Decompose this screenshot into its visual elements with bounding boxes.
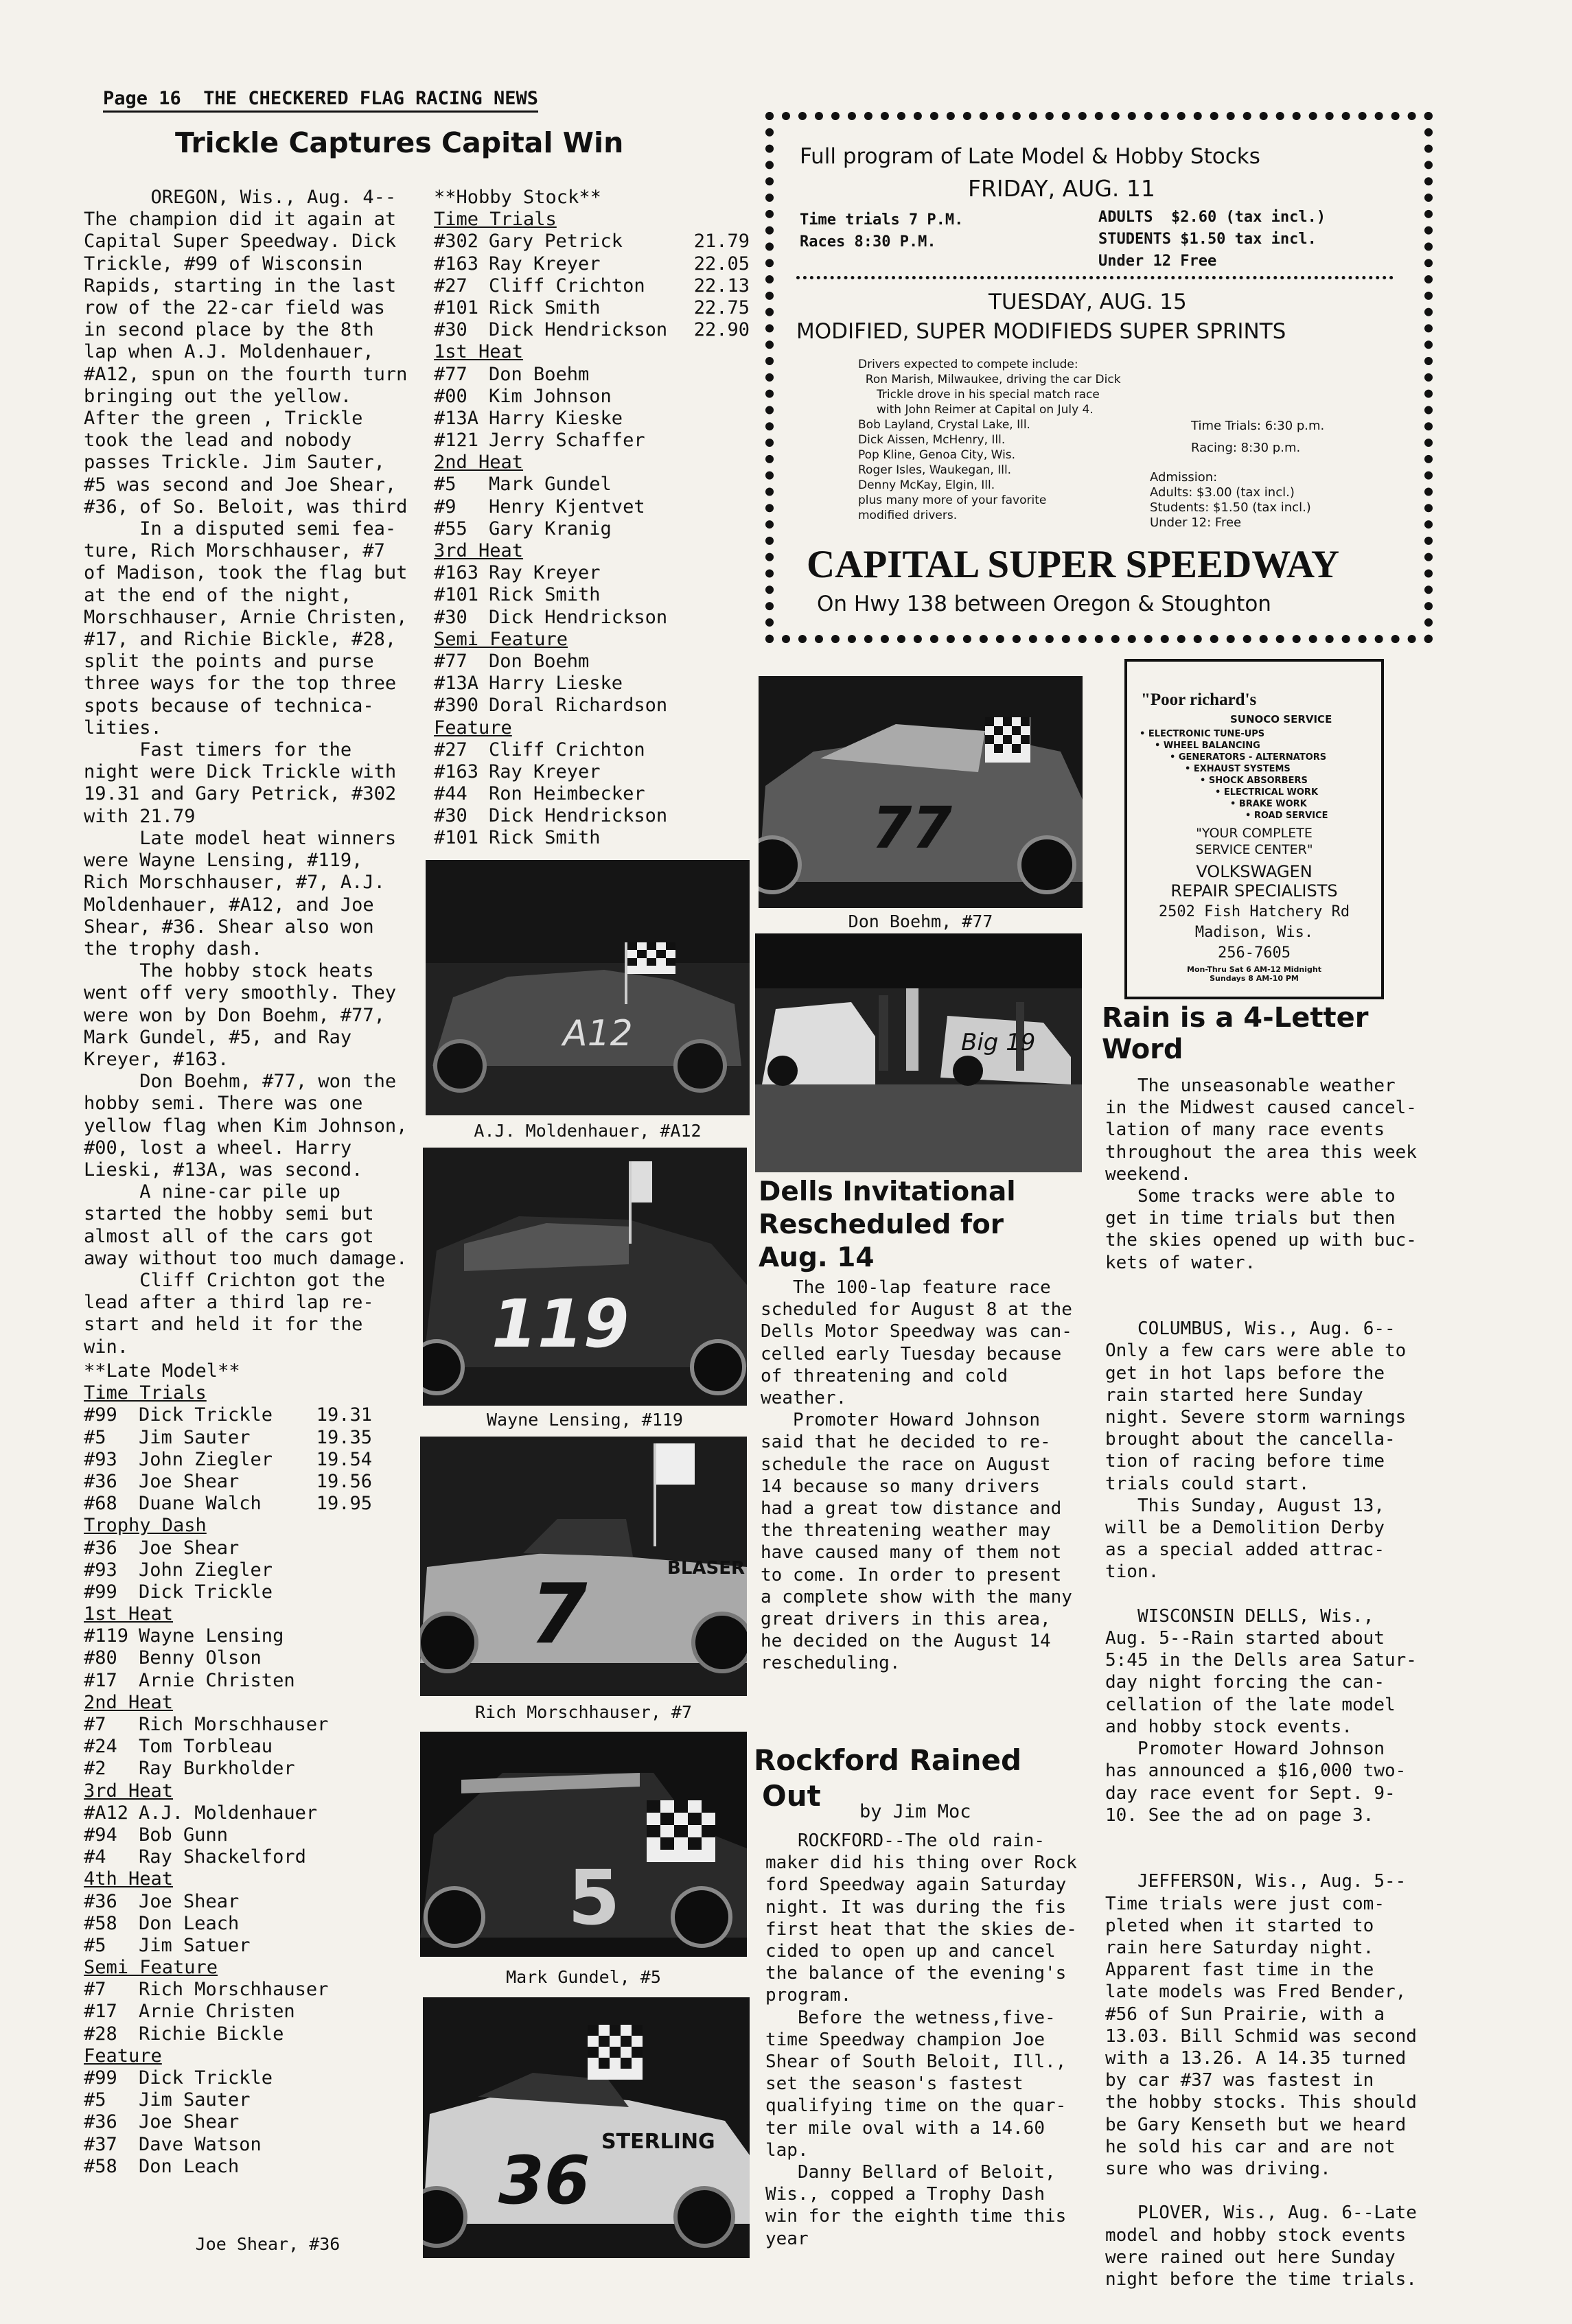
car-number: #121	[434, 430, 479, 452]
pr-sub: SUNOCO SERVICE	[1230, 713, 1332, 725]
hobby-stock-result-row	[434, 695, 750, 717]
hobby-stock-result-row	[434, 518, 750, 540]
late-model-result-row	[84, 1736, 372, 1758]
driver-name: Rich Morschhauser	[139, 1979, 329, 2001]
driver-name: Bob Gunn	[139, 1824, 229, 1846]
car-number: #94	[84, 1824, 117, 1846]
caption-shear: Joe Shear, #36	[195, 2234, 340, 2254]
hobby-stock-section-header: 3rd Heat	[434, 540, 524, 562]
late-model-result-row	[84, 2156, 372, 2178]
car-number: #36	[84, 2111, 117, 2133]
driver-name: Gary Petrick	[489, 231, 623, 253]
driver-name: Joe Shear	[139, 1537, 240, 1559]
photo-moldenhauer	[426, 860, 750, 1115]
photo-lensing	[423, 1148, 747, 1406]
driver-name: Don Boehm	[489, 650, 590, 672]
lap-time: 22.90	[693, 319, 750, 341]
car-number: #58	[84, 2155, 117, 2177]
ad-tuesday: TUESDAY, AUG. 15	[989, 290, 1187, 314]
hobby-stock-result-row	[434, 364, 750, 386]
photo-morschhauser	[420, 1437, 747, 1696]
driver-name: John Ziegler	[139, 1559, 273, 1581]
late-model-section-header: 1st Heat	[84, 1603, 174, 1625]
lap-time: 22.75	[693, 297, 750, 318]
driver-name: Ray Shackelford	[139, 1846, 306, 1868]
ad-modified: MODIFIED, SUPER MODIFIEDS SUPER SPRINTS	[796, 319, 1286, 344]
ad-line1: Full program of Late Model & Hobby Stocks	[800, 144, 1260, 169]
car-number: #163	[434, 562, 479, 584]
late-model-results	[84, 1360, 372, 2178]
driver-name: Ray Kreyer	[489, 253, 601, 275]
driver-name: Tom Torbleau	[139, 1736, 273, 1758]
driver-name: Cliff Crichton	[489, 275, 645, 297]
lap-time: 19.54	[316, 1448, 372, 1470]
late-model-result-row	[84, 2067, 372, 2089]
car-lettering: 77	[872, 794, 952, 861]
car-number: #101	[434, 584, 479, 606]
late-model-result-row	[84, 1913, 372, 1935]
caption-morschhauser: Rich Morschhauser, #7	[474, 1702, 693, 1722]
driver-name: Jerry Schaffer	[489, 430, 645, 452]
rockford-byline: by Jim Moc	[859, 1801, 971, 1822]
lap-time: 21.79	[693, 231, 750, 253]
hobby-stock-section-header: 1st Heat	[434, 341, 524, 363]
late-model-result-row	[84, 2134, 372, 2156]
driver-name: Doral Richardson	[489, 695, 668, 717]
hobby-stock-section-header: 2nd Heat	[434, 452, 524, 474]
late-model-section-header: Time Trials	[84, 1382, 207, 1404]
hobby-stock-section-header: Time Trials	[434, 209, 557, 231]
car-lettering: 7	[530, 1567, 588, 1662]
pr-service-item: • ELECTRONIC TUNE-UPS	[1140, 729, 1265, 739]
hobby-stock-result-row	[434, 430, 750, 452]
photo-shear	[423, 1997, 750, 2258]
late-model-result-row	[84, 1625, 372, 1647]
car-number: #36	[84, 1470, 117, 1492]
car-number: #7	[84, 1714, 106, 1736]
rockford-body: ROCKFORD--The old rain- maker did his thing over Rock ford Speedway again Saturday night. It was during the fis first heat that the skies de- cided to open up and cancel the balance of the evening's program. Before the wetness,five- time Speedway champion Joe Shear of South Beloit, Ill., set the season's fastest qualifying time on the quar- ter mile oval with a 14.60 lap. Danny Bellard of Beloit, Wis., copped a Trophy Dash win for the eighth time this year	[765, 1831, 1077, 2249]
pr-service-item: • BRAKE WORK	[1230, 799, 1307, 809]
late-model-result-row	[84, 1802, 372, 1824]
late-model-result-row	[84, 1537, 372, 1559]
lap-time: 19.35	[316, 1426, 372, 1448]
driver-name: Joe Shear	[139, 1890, 240, 1912]
late-model-result-row	[84, 2001, 372, 2023]
driver-name: Kim Johnson	[489, 385, 612, 407]
car-number: #4	[84, 1846, 106, 1868]
driver-name: John Ziegler	[139, 1448, 273, 1470]
car-number: #99	[84, 2067, 117, 2089]
ad-racing2: Racing: 8:30 p.m.	[1191, 441, 1301, 455]
capital-ad	[783, 130, 1407, 625]
driver-name: Ron Heimbecker	[489, 783, 645, 805]
late-model-result-row	[84, 2089, 372, 2111]
pr-service-item: • WHEEL BALANCING	[1155, 741, 1260, 751]
hobby-stock-result-row	[434, 562, 750, 584]
late-model-result-row	[84, 1471, 372, 1493]
hobby-stock-result-row	[434, 386, 750, 408]
hobby-stock-result-row	[434, 805, 750, 827]
driver-name: Dick Trickle	[139, 1404, 273, 1426]
car-number: #44	[434, 783, 467, 805]
driver-name: Dave Watson	[139, 2133, 262, 2155]
car-number: #17	[84, 2001, 117, 2023]
car-number: #2	[84, 1758, 106, 1780]
car-number: #A12	[84, 1802, 129, 1824]
driver-name: Dick Hendrickson	[489, 805, 668, 827]
car-number: #390	[434, 695, 479, 717]
driver-name: Don Boehm	[489, 363, 590, 385]
masthead: Page 16 THE CHECKERED FLAG RACING NEWS	[103, 88, 538, 113]
late-model-result-row	[84, 1449, 372, 1471]
late-model-result-row	[84, 1581, 372, 1603]
caption-boehm: Don Boehm, #77	[848, 911, 993, 931]
pr-tag: "YOUR COMPLETE SERVICE CENTER"	[1195, 826, 1313, 857]
poor-richards-ad	[1124, 659, 1384, 999]
hobby-stock-title: **Hobby Stock**	[434, 187, 601, 208]
driver-name: Harry Lieske	[489, 673, 623, 695]
car-number: #28	[84, 2023, 117, 2045]
driver-name: Don Leach	[139, 1912, 240, 1934]
driver-name: Harry Kieske	[489, 407, 623, 429]
lap-time: 19.31	[316, 1404, 372, 1426]
car-number: #5	[84, 1934, 106, 1956]
caption-gundel: Mark Gundel, #5	[506, 1967, 661, 1987]
late-model-result-row	[84, 2111, 372, 2133]
car-number: #68	[84, 1493, 117, 1515]
ad-under12: Under 12 Free	[1098, 253, 1217, 270]
ad-drivers: Drivers expected to compete include: Ron Marish, Milwaukee, driving the car Dick Trickle drove in his special match race with John Reimer at Capital on July 4. Bob Layland, Crystal Lake, Ill. Dick Aissen, McHenry, Ill. Pop Kline, Genoa City, Wis. Roger Isles, Waukegan, Ill. Denny McKay, Elgin, Ill. plus many more of your favorite modified drivers.	[858, 358, 1121, 522]
lap-time: 22.05	[693, 253, 750, 275]
pr-service-item: • EXHAUST SYSTEMS	[1185, 764, 1291, 774]
late-model-section-header: Trophy Dash	[84, 1515, 207, 1537]
car-number: #27	[434, 739, 467, 760]
late-model-result-row	[84, 1559, 372, 1581]
car-number: #30	[434, 805, 467, 827]
car-number: #7	[84, 1979, 106, 2001]
pr-address: 2502 Fish Hatchery Rd Madison, Wis. 256-7605	[1158, 903, 1350, 962]
driver-name: Don Leach	[139, 2155, 240, 2177]
hobby-stock-result-row	[434, 319, 750, 341]
car-number: #101	[434, 297, 479, 318]
ad-time-trials: Time trials 7 P.M.	[800, 211, 964, 229]
lap-time: 19.95	[316, 1493, 372, 1515]
late-model-section-header: 4th Heat	[84, 1868, 174, 1890]
late-model-result-row	[84, 1427, 372, 1449]
late-model-result-row	[84, 1714, 372, 1736]
driver-name: Rich Morschhauser	[139, 1714, 329, 1736]
driver-name: Gary Kranig	[489, 518, 612, 539]
ad-adults: ADULTS $2.60 (tax incl.)	[1098, 209, 1326, 226]
car-number: #99	[84, 1404, 117, 1426]
car-number: #24	[84, 1736, 117, 1758]
hobby-stock-result-row	[434, 673, 750, 695]
driver-name: Dick Hendrickson	[489, 606, 668, 628]
hobby-stock-result-row	[434, 584, 750, 606]
late-model-title: **Late Model**	[84, 1360, 240, 1382]
car-number: #30	[434, 606, 467, 628]
rain-body: The unseasonable weather in the Midwest caused cancel- lation of many race events throughout the area this week weekend. Some tracks were able to get in time trials but then the skies opened up with buc- kets of water. COLUMBUS, Wis., Aug. 6-- Only a few cars were able to get in hot laps before the rain started here Sunday night. Severe storm warnings brought about the cancella- tion of racing before time trials could start. This Sunday, August 13, will be a Demolition Derby as a special added attrac- tion. WISCONSIN DELLS, Wis., Aug. 5--Rain started about 5:45 in the Dells area Satur- day night forcing the can- cellation of the late model and hobby stock events. Promoter Howard Johnson has announced a $16,000 two- day race event for Sept. 9- 10. See the ad on page 3. JEFFERSON, Wis., Aug. 5-- Time trials were just com- pleted when it started to rain here Saturday night. Apparent fast time in the late models was Fred Bender, #56 of Sun Prairie, with a 13.03. Bill Schmid was second with a 13.26. A 14.35 turned by car #37 was fastest in the hobby stocks. This should be Gary Kenseth but we heard he sold his car and are not sure who was driving. PLOVER, Wis., Aug. 6--Late model and hobby stock events were rained out here Sunday night before the time trials.	[1105, 1076, 1417, 2290]
ad-speedway-name: CAPITAL SUPER SPEEDWAY	[807, 543, 1340, 586]
car-number: #163	[434, 253, 479, 275]
late-model-section-header: Semi Feature	[84, 1957, 218, 1979]
car-number: #77	[434, 650, 467, 672]
driver-name: Jim Satuer	[139, 1934, 251, 1956]
driver-name: Mark Gundel	[489, 474, 612, 496]
late-model-result-row	[84, 2023, 372, 2045]
lap-time: 22.13	[693, 275, 750, 297]
hobby-stock-result-row	[434, 231, 750, 253]
late-model-result-row	[84, 1758, 372, 1780]
car-number: #13A	[434, 673, 479, 695]
car-lettering: STERLING	[601, 2130, 715, 2154]
rockford-headline: Rockford Rained	[754, 1743, 1022, 1777]
late-model-result-row	[84, 1979, 372, 2001]
car-number: #36	[84, 1890, 117, 1912]
car-lettering: BLASER	[667, 1558, 745, 1579]
hobby-stock-section-header: Feature	[434, 717, 512, 739]
pr-hours: Mon-Thru Sat 6 AM-12 Midnight Sundays 8 AM-10 PM	[1187, 965, 1321, 983]
driver-name: Henry Kjentvet	[489, 496, 645, 518]
driver-name: A.J. Moldenhauer	[139, 1802, 318, 1824]
driver-name: Jim Sauter	[139, 1426, 251, 1448]
driver-name: Dick Trickle	[139, 1581, 273, 1603]
photo-gundel	[420, 1732, 747, 1957]
car-number: #27	[434, 275, 467, 297]
car-lettering: A12	[563, 1013, 633, 1054]
ad-students: STUDENTS $1.50 tax incl.	[1098, 231, 1317, 248]
car-number: #93	[84, 1448, 117, 1470]
ad-friday: FRIDAY, AUG. 11	[968, 175, 1155, 202]
late-model-result-row	[84, 1846, 372, 1868]
rockford-headline-2: Out	[762, 1779, 821, 1813]
car-number: #163	[434, 760, 479, 782]
car-number: #93	[84, 1559, 117, 1581]
ad-divider	[796, 276, 1394, 279]
late-model-result-row	[84, 1935, 372, 1957]
ad-time-trials2: Time Trials: 6:30 p.m.	[1191, 419, 1325, 433]
car-number: #5	[84, 1426, 106, 1448]
driver-name: Ray Kreyer	[489, 562, 601, 584]
car-number: #77	[434, 363, 467, 385]
driver-name: Ray Kreyer	[489, 760, 601, 782]
driver-name: Dick Hendrickson	[489, 319, 668, 341]
driver-name: Joe Shear	[139, 1470, 240, 1492]
hobby-stock-result-row	[434, 297, 750, 319]
driver-name: Dick Trickle	[139, 2067, 273, 2089]
dells-headline: Dells Invitational Rescheduled for Aug. 14	[759, 1176, 1016, 1273]
ad-races: Races 8:30 P.M.	[800, 233, 936, 251]
photo-boehm	[759, 676, 1083, 908]
hobby-stock-result-row	[434, 253, 750, 275]
caption-moldenhauer: A.J. Moldenhauer, #A12	[474, 1121, 702, 1141]
late-model-result-row	[84, 1493, 372, 1515]
car-number: #5	[84, 2089, 106, 2111]
photo-crash-crowd	[755, 933, 1082, 1172]
driver-name: Wayne Lensing	[139, 1625, 284, 1647]
car-number: #36	[84, 1537, 117, 1559]
ad-location: On Hwy 138 between Oregon & Stoughton	[817, 592, 1271, 616]
dells-body: The 100-lap feature race scheduled for August 8 at the Dells Motor Speedway was can- celled early Tuesday because of threatening and cold weather. Promoter Howard Johnson said that he decided to re- schedule the race on August 14 because so many drivers had a great tow distance and the threatening weather may have caused many of them not to come. In order to present a complete show with the many great drivers in this area, he decided on the August 14 rescheduling.	[761, 1277, 1072, 1674]
driver-name: Richie Bickle	[139, 2023, 284, 2045]
hobby-stock-result-row	[434, 761, 750, 783]
ad-admission: Admission: Adults: $3.00 (tax incl.) Students: $1.50 (tax incl.) Under 12: Free	[1150, 470, 1311, 530]
car-number: #17	[84, 1669, 117, 1691]
late-model-section-header: 2nd Heat	[84, 1691, 174, 1713]
car-number: #37	[84, 2133, 117, 2155]
main-article-body: OREGON, Wis., Aug. 4-- The champion did it again at Capital Super Speedway. Dick Trickle, #99 of Wisconsin Rapids, starting in the last row of the 22-car field was in second place by the 8th lap when A.J. Moldenhauer, #A12, spun on the fourth turn bringing out the yellow. After the green , Trickle took the lead and nobody passes Trickle. Jim Sauter, #5 was second and Joe Shear, #36, of So. Beloit, was third In a disputed semi fea- ture, Rich Morschhauser, #7 of Madison, took the flag but at the end of the night, Morschhauser, Arnie Christen, #17, and Richie Bickle, #28, split the points and purse three ways for the top three spots because of technica- lities. Fast timers for the night were Dick Trickle with 19.31 and Gary Petrick, #302 with 21.79 Late model heat winners were Wayne Lensing, #119, Rich Morschhauser, #7, A.J. Moldenhauer, #A12, and Joe Shear, #36. Shear also won the trophy dash. The hobby stock heats went off very smoothly. They were won by Don Boehm, #77, Mark Gundel, #5, and Ray Kreyer, #163. Don Boehm, #77, won the hobby semi. There was one yellow flag when Kim Johnson, #00, lost a wheel. Harry Lieski, #13A, was second. A nine-car pile up started the hobby semi but almost all of the cars got away without too much damage. Cliff Crichton got the lead after a third lap re- start and held it for the win.	[84, 187, 408, 1358]
car-lettering: Big 19	[961, 1029, 1036, 1056]
car-number: #302	[434, 231, 479, 253]
hobby-stock-result-row	[434, 496, 750, 518]
car-number: #99	[84, 1581, 117, 1603]
hobby-stock-result-row	[434, 408, 750, 430]
driver-name: Rick Smith	[489, 297, 601, 318]
car-number: #101	[434, 827, 479, 849]
car-lettering: 119	[492, 1286, 629, 1362]
car-lettering: 36	[498, 2142, 590, 2219]
hobby-stock-result-row	[434, 783, 750, 805]
hobby-stock-result-row	[434, 827, 750, 849]
pr-name: "Poor richard's	[1141, 690, 1257, 709]
late-model-result-row	[84, 1891, 372, 1913]
car-number: #00	[434, 385, 467, 407]
hobby-stock-section-header: Semi Feature	[434, 628, 568, 650]
car-number: #55	[434, 518, 467, 539]
pr-service-item: • GENERATORS - ALTERNATORS	[1170, 752, 1327, 763]
late-model-result-row	[84, 1670, 372, 1692]
driver-name: Benny Olson	[139, 1647, 262, 1669]
driver-name: Arnie Christen	[139, 1669, 295, 1691]
pr-service-item: • SHOCK ABSORBERS	[1200, 776, 1308, 786]
driver-name: Ray Burkholder	[139, 1758, 295, 1780]
car-number: #119	[84, 1625, 129, 1647]
hobby-stock-result-row	[434, 607, 750, 629]
driver-name: Rick Smith	[489, 584, 601, 606]
driver-name: Arnie Christen	[139, 2001, 295, 2023]
late-model-section-header: Feature	[84, 2045, 162, 2067]
hobby-stock-result-row	[434, 651, 750, 673]
lap-time: 19.56	[316, 1470, 372, 1492]
hobby-stock-result-row	[434, 474, 750, 496]
caption-lensing: Wayne Lensing, #119	[487, 1410, 683, 1430]
car-number: #5	[434, 474, 456, 496]
car-number: #58	[84, 1912, 117, 1934]
driver-name: Rick Smith	[489, 827, 601, 849]
driver-name: Joe Shear	[139, 2111, 240, 2133]
car-number: #80	[84, 1647, 117, 1669]
pr-vw: VOLKSWAGEN REPAIR SPECIALISTS	[1170, 862, 1338, 900]
hobby-stock-result-row	[434, 739, 750, 761]
hobby-stock-result-row	[434, 275, 750, 297]
driver-name: Cliff Crichton	[489, 739, 645, 760]
pr-service-item: • ROAD SERVICE	[1245, 811, 1328, 821]
rain-headline: Rain is a 4-Letter Word	[1102, 1002, 1369, 1065]
car-number: #30	[434, 319, 467, 341]
car-lettering: 5	[568, 1854, 621, 1942]
late-model-result-row	[84, 1824, 372, 1846]
driver-name: Jim Sauter	[139, 2089, 251, 2111]
car-number: #13A	[434, 407, 479, 429]
late-model-result-row	[84, 1404, 372, 1426]
late-model-section-header: 3rd Heat	[84, 1780, 174, 1802]
driver-name: Duane Walch	[139, 1493, 262, 1515]
car-number: #9	[434, 496, 456, 518]
hobby-stock-results	[434, 187, 750, 850]
pr-service-item: • ELECTRICAL WORK	[1215, 787, 1319, 798]
late-model-result-row	[84, 1647, 372, 1669]
main-headline: Trickle Captures Capital Win	[175, 126, 624, 159]
